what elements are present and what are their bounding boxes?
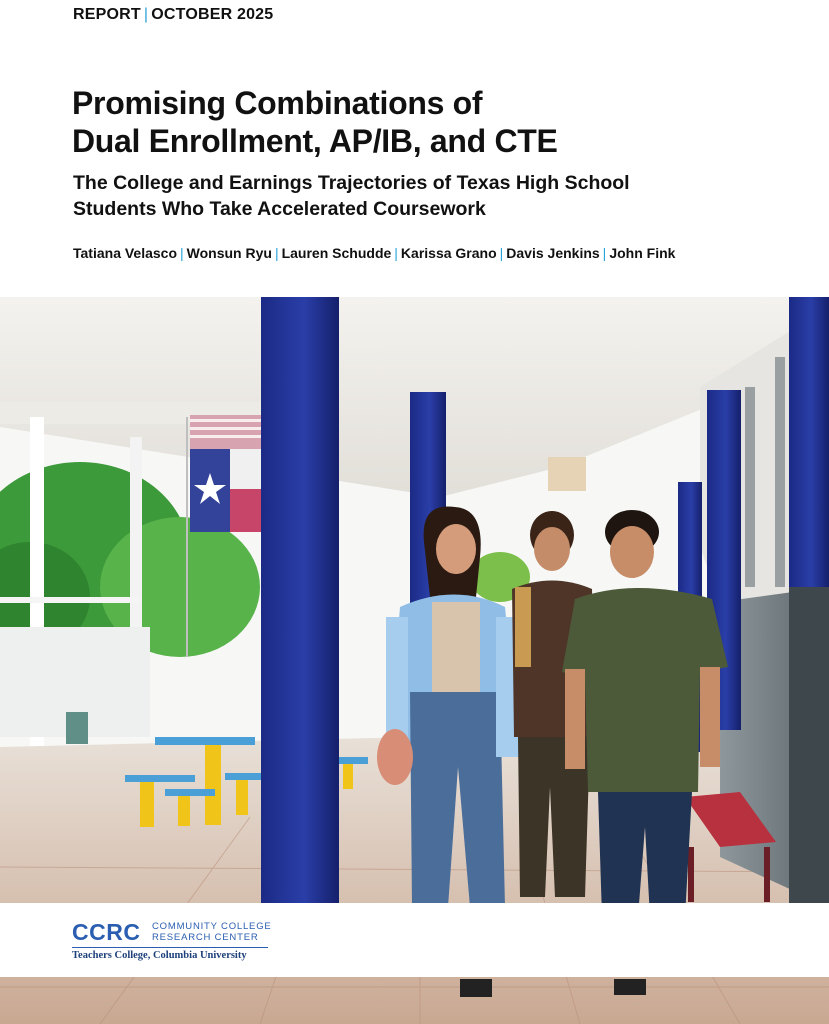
title-line-2: Dual Enrollment, AP/IB, and CTE	[72, 123, 558, 159]
institution-name: Teachers College, Columbia University	[72, 950, 247, 961]
report-date: OCTOBER 2025	[151, 6, 274, 23]
author-separator: |	[394, 245, 398, 261]
author-name: Davis Jenkins	[506, 245, 600, 261]
logo-divider	[72, 947, 268, 948]
author-list	[73, 245, 675, 261]
report-label: REPORT	[73, 6, 141, 23]
canopy-rail	[0, 597, 140, 603]
texas-flag	[190, 447, 262, 532]
author-name: Karissa Grano	[400, 245, 497, 261]
report-title	[72, 84, 772, 160]
author-separator: |	[274, 245, 279, 261]
blue-pillar	[789, 297, 829, 587]
author-name: Wonsun Ryu	[186, 245, 272, 261]
window-frame	[745, 387, 755, 587]
report-date-line	[73, 6, 273, 24]
flagpole	[186, 417, 188, 657]
author-separator: |	[180, 245, 184, 261]
logo-band	[0, 903, 829, 977]
window-frame	[775, 357, 785, 587]
ccrc-name-line-2: RESEARCH CENTER	[152, 932, 259, 943]
report-subtitle	[73, 170, 773, 222]
author-name: Tatiana Velasco	[73, 245, 178, 261]
header-separator: |	[143, 6, 149, 23]
author-separator: |	[602, 245, 607, 261]
subtitle-line-2: Students Who Take Accelerated Coursework	[73, 198, 486, 220]
ccrc-full-name	[152, 921, 272, 943]
author-name: Lauren Schudde	[281, 245, 392, 261]
trash-can	[66, 712, 88, 744]
sneaker	[460, 979, 492, 997]
ceiling-light	[548, 457, 586, 491]
us-flag	[190, 415, 262, 449]
sneaker	[614, 979, 646, 995]
author-separator: |	[499, 245, 504, 261]
title-line-1: Promising Combinations of	[72, 85, 483, 121]
ccrc-logo-mark: CCRC	[72, 919, 141, 945]
subtitle-line-1: The College and Earnings Trajectories of Texas High School	[73, 172, 630, 194]
pillar-base	[789, 587, 829, 907]
blue-pillar	[261, 297, 339, 977]
ccrc-name-line-1: COMMUNITY COLLEGE	[152, 921, 272, 932]
author-name: John Fink	[609, 245, 676, 261]
